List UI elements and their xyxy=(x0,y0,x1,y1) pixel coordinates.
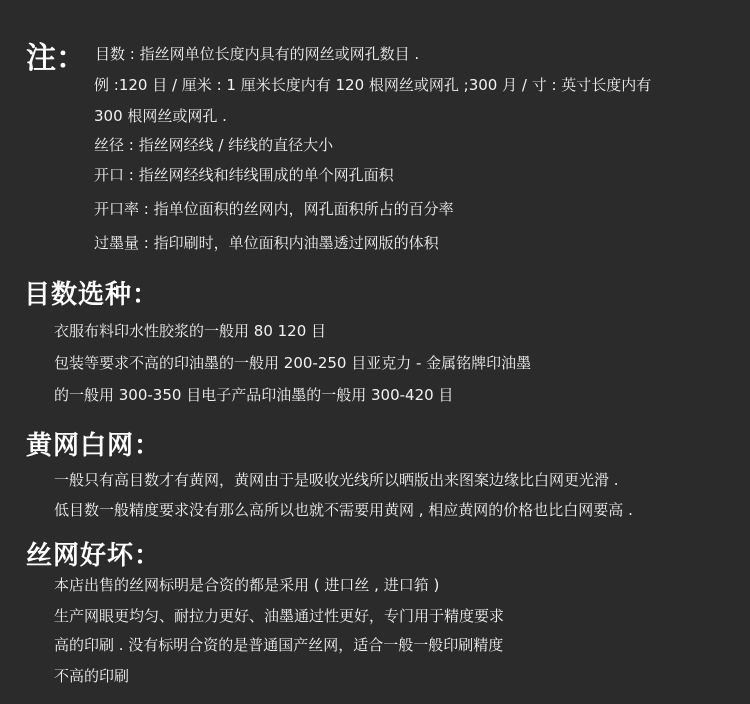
note-line-mesh-count: 目数 : 指丝网单位长度内具有的网丝或网孔数目 . xyxy=(95,45,420,63)
yellow-white-line: 一般只有高目数才有黄网，黄网由于是吸收光线所以晒版出来图案边缘比白网更光滑 . xyxy=(54,471,619,489)
note-line-wire-diameter: 丝径 : 指丝网经线 / 纬线的直径大小 xyxy=(94,136,334,154)
note-line-example-cont: 300 根网丝或网孔 . xyxy=(94,107,227,125)
note-line-opening: 开口 : 指丝网经线和纬线围成的单个网孔面积 xyxy=(94,166,394,184)
mesh-selection-line: 衣服布料印水性胶浆的一般用 80 120 目 xyxy=(54,322,327,340)
note-line-open-area: 开口率 : 指单位面积的丝网内，网孔面积所占的百分率 xyxy=(94,200,454,218)
quality-line: 高的印刷 . 没有标明合资的是普通国产丝网，适合一般一般印刷精度 xyxy=(54,636,504,654)
note-heading: 注： xyxy=(26,41,86,76)
quality-line: 不高的印刷 xyxy=(54,667,130,685)
yellow-white-heading: 黄网白网： xyxy=(26,431,162,461)
quality-line: 本店出售的丝网标明是合资的都是采用 ( 进口丝 , 进口筘 ) xyxy=(54,576,440,594)
mesh-selection-heading: 目数选种： xyxy=(24,280,160,310)
mesh-selection-line: 的一般用 300-350 目电子产品印油墨的一般用 300-420 目 xyxy=(54,386,454,404)
note-line-example: 例 :120 目 / 厘米 : 1 厘米长度内有 120 根网丝或网孔 ;300 月 / 寸 : 英寸长度内有 xyxy=(94,76,652,94)
quality-line: 生产网眼更均匀、耐拉力更好、油墨通过性更好，专门用于精度要求 xyxy=(54,607,505,625)
note-line-ink-volume: 过墨量 : 指印刷时，单位面积内油墨透过网版的体积 xyxy=(94,234,439,252)
yellow-white-line: 低目数一般精度要求没有那么高所以也就不需要用黄网 , 相应黄网的价格也比白网要高 . xyxy=(54,501,633,519)
mesh-selection-line: 包装等要求不高的印油墨的一般用 200-250 目亚克力 - 金属铭牌印油墨 xyxy=(54,354,532,372)
quality-heading: 丝网好坏： xyxy=(26,541,162,571)
